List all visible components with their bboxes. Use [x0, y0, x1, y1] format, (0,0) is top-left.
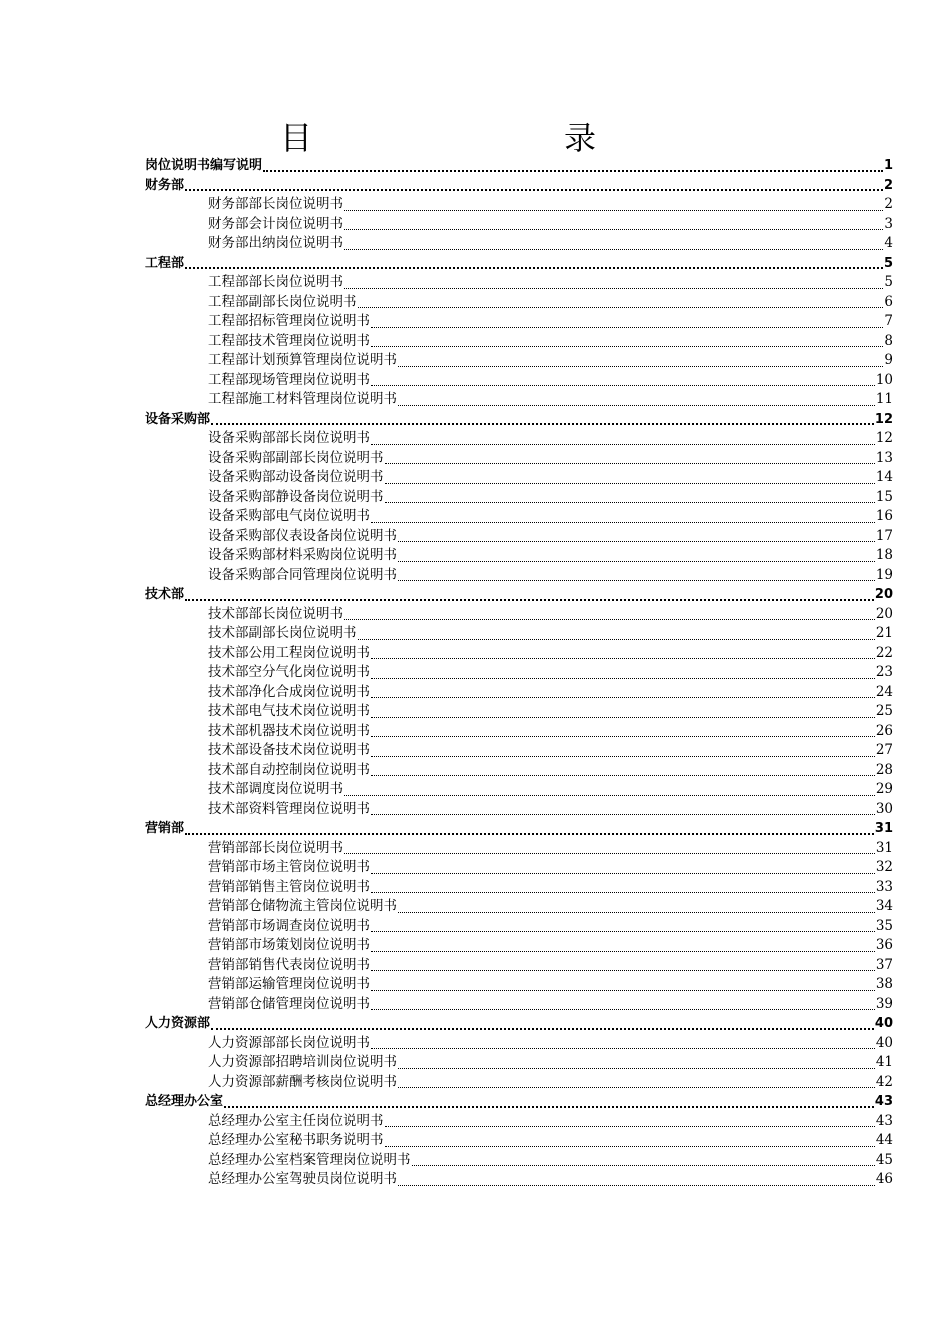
toc-page-number: 3	[884, 215, 893, 232]
toc-page-number: 5	[884, 274, 893, 290]
toc-entry-label: 工程部副部长岗位说明书	[208, 293, 357, 310]
toc-page-number: 10	[875, 371, 893, 388]
toc-entry-label: 工程部技术管理岗位说明书	[208, 332, 370, 349]
toc-entry-label: 设备采购部	[145, 411, 211, 427]
dot-leader	[412, 1165, 875, 1166]
dot-leader	[185, 833, 874, 835]
dot-leader	[263, 170, 883, 172]
toc-page-number: 9	[884, 352, 893, 368]
dot-leader	[344, 210, 883, 211]
toc-page-number: 4	[884, 235, 893, 251]
toc-page-number: 42	[875, 1073, 893, 1090]
toc-subsection-entry[interactable]	[145, 507, 893, 527]
toc-page-number: 44	[875, 1132, 893, 1148]
toc-subsection-entry[interactable]	[145, 956, 893, 976]
toc-page-number: 41	[875, 1054, 893, 1070]
dot-leader	[185, 189, 883, 191]
toc-page-number: 31	[875, 839, 893, 856]
toc-page-number: 26	[875, 722, 893, 739]
toc-entry-label: 营销部仓储物流主管岗位说明书	[208, 898, 397, 914]
toc-page-number: 25	[875, 703, 893, 719]
dot-leader	[211, 1028, 874, 1030]
toc-subsection-entry[interactable]	[145, 488, 893, 508]
toc-entry-label: 技术部副部长岗位说明书	[208, 625, 357, 641]
toc-entry-label: 营销部运输管理岗位说明书	[208, 976, 370, 992]
toc-section-entry[interactable]	[145, 254, 893, 274]
toc-section-entry[interactable]	[145, 819, 893, 839]
toc-entry-label: 财务部会计岗位说明书	[208, 215, 343, 232]
toc-subsection-entry[interactable]	[145, 644, 893, 664]
toc-subsection-entry[interactable]	[145, 1073, 893, 1093]
toc-subsection-entry[interactable]	[145, 1112, 893, 1132]
toc-page-number: 30	[875, 800, 893, 817]
toc-subsection-entry[interactable]	[145, 683, 893, 703]
toc-entry-label: 总经理办公室	[145, 1094, 224, 1109]
toc-entry-label: 人力资源部薪酬考核岗位说明书	[208, 1073, 397, 1090]
dot-leader	[344, 229, 883, 230]
toc-subsection-entry[interactable]	[145, 293, 893, 313]
toc-page-number: 20	[875, 605, 893, 622]
dot-leader	[371, 678, 875, 679]
toc-page-number: 38	[875, 976, 893, 992]
toc-entry-label: 岗位说明书编写说明	[145, 158, 263, 173]
toc-subsection-entry[interactable]	[145, 1170, 893, 1190]
toc-entry-label: 技术部资料管理岗位说明书	[208, 800, 370, 817]
dot-leader	[371, 775, 875, 776]
dot-leader	[371, 736, 875, 737]
toc-entry-label: 工程部计划预算管理岗位说明书	[208, 352, 397, 368]
toc-entry-label: 技术部机器技术岗位说明书	[208, 722, 370, 739]
dot-leader	[344, 619, 875, 620]
dot-leader	[398, 541, 875, 542]
toc-entry-label: 人力资源部招聘培训岗位说明书	[208, 1054, 397, 1070]
toc-subsection-entry[interactable]	[145, 975, 893, 995]
toc-page-number: 22	[875, 644, 893, 661]
toc-section-entry[interactable]	[145, 156, 893, 176]
toc-entry-label: 技术部	[145, 587, 185, 602]
toc-entry-label: 营销部	[145, 821, 185, 836]
dot-leader	[371, 990, 875, 991]
toc-page-number: 20	[874, 587, 893, 602]
toc-subsection-entry[interactable]	[145, 546, 893, 566]
toc-entry-label: 技术部设备技术岗位说明书	[208, 742, 370, 758]
toc-entry-label: 技术部电气技术岗位说明书	[208, 703, 370, 719]
toc-page-number: 24	[875, 683, 893, 700]
toc-page-number: 27	[875, 742, 893, 758]
toc-page-number: 21	[875, 625, 893, 641]
toc-subsection-entry[interactable]	[145, 468, 893, 488]
toc-page-number: 2	[884, 196, 893, 212]
toc-subsection-entry[interactable]	[145, 878, 893, 898]
toc-entry-label: 营销部部长岗位说明书	[208, 839, 343, 856]
toc-page-number: 40	[875, 1034, 893, 1051]
toc-entry-label: 技术部部长岗位说明书	[208, 605, 343, 622]
dot-leader	[371, 892, 875, 893]
dot-leader	[398, 405, 875, 406]
toc-entry-label: 营销部销售代表岗位说明书	[208, 956, 370, 973]
toc-entry-label: 设备采购部静设备岗位说明书	[208, 488, 384, 505]
toc-page-number: 31	[874, 821, 893, 836]
toc-page-number: 46	[875, 1171, 893, 1187]
toc-page-number: 39	[875, 995, 893, 1012]
dot-leader	[371, 931, 875, 932]
dot-leader	[358, 639, 875, 640]
dot-leader	[371, 327, 883, 328]
toc-page-number: 36	[875, 937, 893, 953]
toc-page-number: 7	[884, 313, 893, 329]
toc-entry-label: 总经理办公室档案管理岗位说明书	[208, 1151, 411, 1168]
toc-subsection-entry[interactable]	[145, 897, 893, 917]
toc-entry-label: 人力资源部部长岗位说明书	[208, 1034, 370, 1051]
dot-leader	[371, 658, 875, 659]
page-title: 目 录	[279, 119, 706, 157]
toc-page-number: 2	[883, 177, 893, 193]
toc-subsection-entry[interactable]	[145, 936, 893, 956]
dot-leader	[371, 522, 875, 523]
toc-entry-label: 财务部	[145, 177, 185, 193]
toc-page-number: 45	[875, 1151, 893, 1168]
toc-subsection-entry[interactable]	[145, 566, 893, 586]
toc-page-number: 6	[884, 293, 893, 310]
toc-subsection-entry[interactable]	[145, 351, 893, 371]
toc-subsection-entry[interactable]	[145, 312, 893, 332]
toc-entry-label: 设备采购部电气岗位说明书	[208, 508, 370, 524]
toc-page-number: 35	[875, 917, 893, 934]
toc-section-entry[interactable]	[145, 410, 893, 430]
toc-entry-label: 财务部出纳岗位说明书	[208, 235, 343, 251]
toc-subsection-entry[interactable]	[145, 1053, 893, 1073]
dot-leader	[398, 580, 875, 581]
toc-entry-label: 技术部调度岗位说明书	[208, 781, 343, 797]
toc-entry-label: 人力资源部	[145, 1016, 211, 1031]
dot-leader	[371, 697, 875, 698]
toc-subsection-entry[interactable]	[145, 390, 893, 410]
toc-subsection-entry[interactable]	[145, 605, 893, 625]
dot-leader	[344, 288, 883, 289]
toc-entry-label: 营销部销售主管岗位说明书	[208, 878, 370, 895]
toc-page-number: 13	[875, 449, 893, 466]
toc-subsection-entry[interactable]	[145, 234, 893, 254]
toc-entry-label: 技术部公用工程岗位说明书	[208, 644, 370, 661]
toc-subsection-entry[interactable]	[145, 761, 893, 781]
dot-leader	[358, 307, 884, 308]
toc-subsection-entry[interactable]	[145, 332, 893, 352]
toc-page-number: 19	[875, 566, 893, 583]
toc-entry-label: 营销部仓储管理岗位说明书	[208, 995, 370, 1012]
toc-entry-label: 技术部净化合成岗位说明书	[208, 683, 370, 700]
dot-leader	[185, 267, 883, 269]
toc-entry-label: 财务部部长岗位说明书	[208, 196, 343, 212]
dot-leader	[185, 599, 874, 601]
toc-subsection-entry[interactable]	[145, 722, 893, 742]
dot-leader	[398, 366, 883, 367]
toc-section-entry[interactable]	[145, 585, 893, 605]
dot-leader	[344, 853, 875, 854]
dot-leader	[344, 795, 875, 796]
toc-subsection-entry[interactable]	[145, 449, 893, 469]
dot-leader	[371, 970, 875, 971]
toc-subsection-entry[interactable]	[145, 527, 893, 547]
toc-page-number: 23	[875, 664, 893, 680]
toc-subsection-entry[interactable]	[145, 215, 893, 235]
toc-entry-label: 设备采购部材料采购岗位说明书	[208, 547, 397, 563]
toc-page-number: 14	[875, 469, 893, 485]
toc-entry-label: 工程部招标管理岗位说明书	[208, 313, 370, 329]
toc-page-number: 33	[875, 878, 893, 895]
toc-entry-label: 总经理办公室驾驶员岗位说明书	[208, 1171, 397, 1187]
toc-page-number: 1	[883, 158, 893, 173]
toc-entry-label: 工程部	[145, 255, 185, 271]
toc-entry-label: 营销部市场调查岗位说明书	[208, 917, 370, 934]
dot-leader	[385, 463, 875, 464]
toc-entry-label: 总经理办公室秘书职务说明书	[208, 1132, 384, 1148]
toc-subsection-entry[interactable]	[145, 995, 893, 1015]
dot-leader	[371, 814, 875, 815]
dot-leader	[398, 1185, 875, 1186]
dot-leader	[385, 1126, 875, 1127]
dot-leader	[385, 483, 875, 484]
toc-page-number: 17	[875, 527, 893, 544]
toc-entry-label: 设备采购部动设备岗位说明书	[208, 469, 384, 485]
toc-page-number: 18	[875, 547, 893, 563]
toc-subsection-entry[interactable]	[145, 800, 893, 820]
toc-subsection-entry[interactable]	[145, 839, 893, 859]
toc-entry-label: 设备采购部仪表设备岗位说明书	[208, 527, 397, 544]
toc-subsection-entry[interactable]	[145, 1131, 893, 1151]
toc-subsection-entry[interactable]	[145, 917, 893, 937]
toc-entry-label: 工程部施工材料管理岗位说明书	[208, 391, 397, 407]
toc-page-number: 34	[875, 898, 893, 914]
toc-subsection-entry[interactable]	[145, 624, 893, 644]
toc-entry-label: 设备采购部副部长岗位说明书	[208, 449, 384, 466]
toc-entry-label: 设备采购部部长岗位说明书	[208, 430, 370, 446]
dot-leader	[398, 561, 875, 562]
toc-subsection-entry[interactable]	[145, 702, 893, 722]
dot-leader	[398, 912, 875, 913]
toc-page-number: 5	[883, 255, 893, 271]
dot-leader	[371, 1048, 875, 1049]
dot-leader	[371, 444, 875, 445]
dot-leader	[371, 873, 875, 874]
toc-entry-label: 营销部市场主管岗位说明书	[208, 859, 370, 875]
dot-leader	[385, 1146, 875, 1147]
toc-entry-label: 技术部自动控制岗位说明书	[208, 761, 370, 778]
dot-leader	[344, 249, 883, 250]
toc-page-number: 16	[875, 508, 893, 524]
toc-entry-label: 工程部部长岗位说明书	[208, 274, 343, 290]
toc-subsection-entry[interactable]	[145, 195, 893, 215]
dot-leader	[371, 1009, 875, 1010]
dot-leader	[371, 346, 883, 347]
dot-leader	[398, 1087, 875, 1088]
toc-entry-label: 设备采购部合同管理岗位说明书	[208, 566, 397, 583]
table-of-contents	[145, 156, 893, 1190]
dot-leader	[224, 1106, 874, 1108]
toc-subsection-entry[interactable]	[145, 1034, 893, 1054]
toc-entry-label: 总经理办公室主任岗位说明书	[208, 1112, 384, 1129]
dot-leader	[398, 1068, 875, 1069]
dot-leader	[371, 717, 875, 718]
toc-section-entry[interactable]	[145, 1014, 893, 1034]
toc-subsection-entry[interactable]	[145, 780, 893, 800]
toc-page-number: 8	[884, 332, 893, 349]
dot-leader	[371, 951, 875, 952]
toc-page-number: 12	[875, 430, 893, 446]
toc-subsection-entry[interactable]	[145, 741, 893, 761]
dot-leader	[371, 756, 875, 757]
toc-page-number: 28	[875, 761, 893, 778]
toc-subsection-entry[interactable]	[145, 371, 893, 391]
toc-section-entry[interactable]	[145, 176, 893, 196]
dot-leader	[211, 423, 874, 425]
toc-page-number: 32	[875, 859, 893, 875]
toc-section-entry[interactable]	[145, 1092, 893, 1112]
toc-page-number: 43	[875, 1112, 893, 1129]
toc-page-number: 11	[875, 391, 893, 407]
dot-leader	[371, 385, 875, 386]
toc-entry-label: 工程部现场管理岗位说明书	[208, 371, 370, 388]
toc-entry-label: 营销部市场策划岗位说明书	[208, 937, 370, 953]
toc-subsection-entry[interactable]	[145, 663, 893, 683]
toc-entry-label: 技术部空分气化岗位说明书	[208, 664, 370, 680]
toc-page-number: 12	[874, 411, 893, 427]
toc-page-number: 37	[875, 956, 893, 973]
toc-subsection-entry[interactable]	[145, 858, 893, 878]
dot-leader	[385, 502, 875, 503]
toc-page-number: 40	[874, 1016, 893, 1031]
toc-page-number: 15	[875, 488, 893, 505]
toc-page-number: 43	[874, 1094, 893, 1109]
toc-subsection-entry[interactable]	[145, 273, 893, 293]
toc-subsection-entry[interactable]	[145, 1151, 893, 1171]
toc-page-number: 29	[875, 781, 893, 797]
toc-subsection-entry[interactable]	[145, 429, 893, 449]
